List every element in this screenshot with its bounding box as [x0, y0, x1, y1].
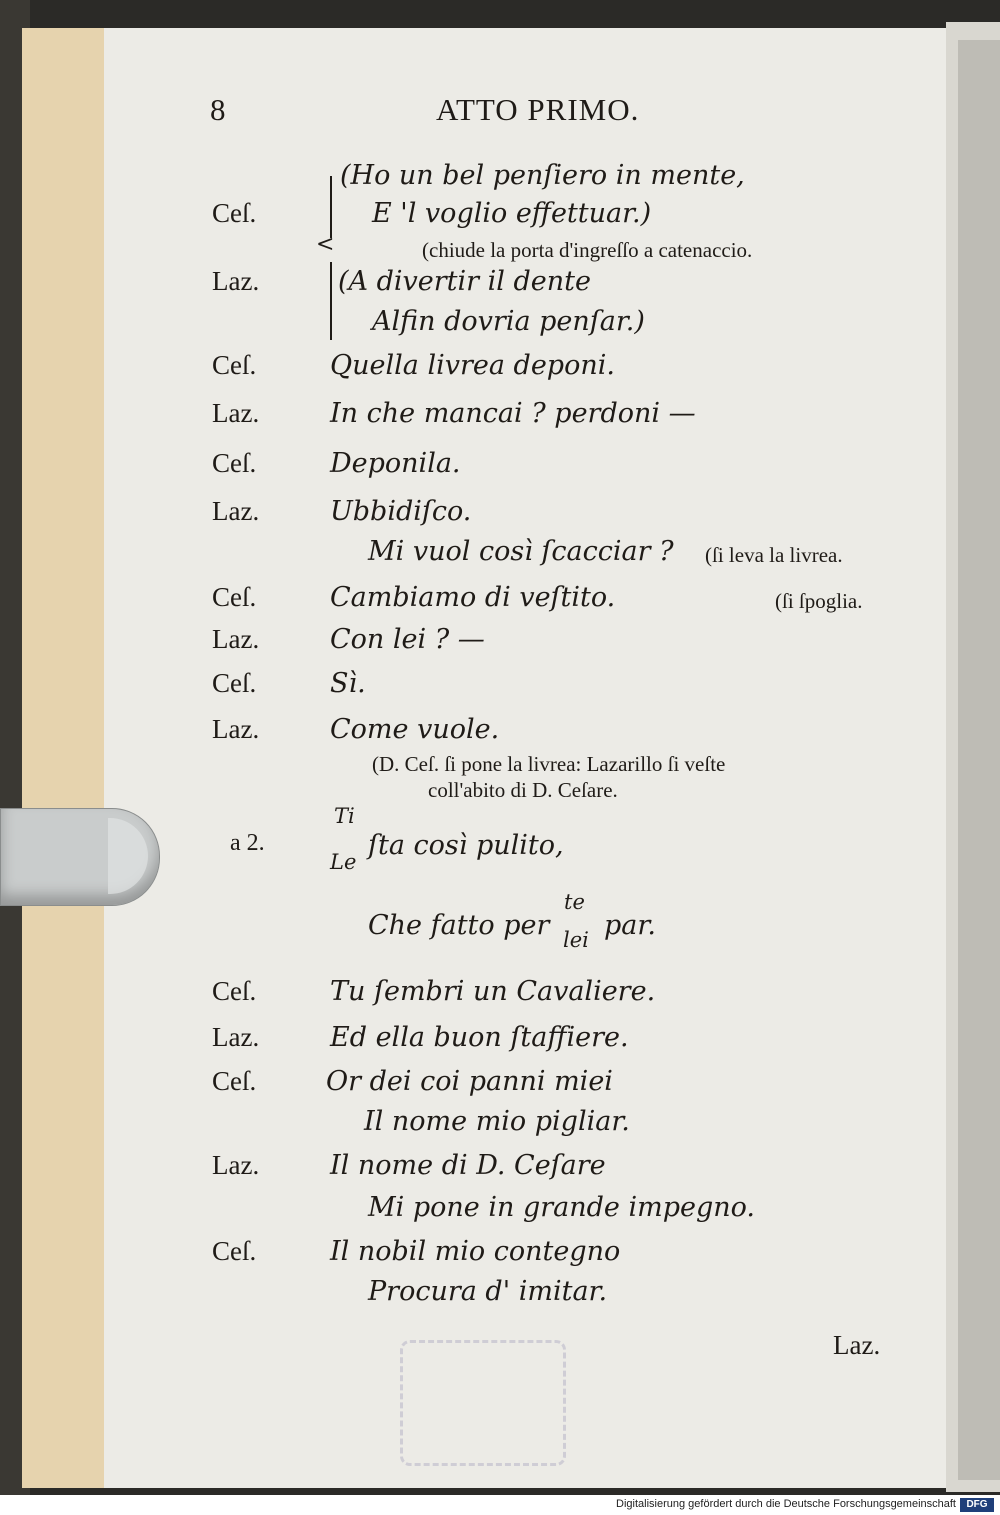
speaker: Laz. [212, 1022, 260, 1052]
stage-direction: (ſi ſpoglia. [775, 589, 863, 613]
verse-line: par. [604, 910, 656, 941]
verse-line: Che fatto per [368, 910, 550, 941]
catchword: Laz. [833, 1330, 881, 1360]
stage-direction: coll'abito di D. Ceſare. [428, 778, 618, 802]
verse-line: Sì. [330, 668, 366, 699]
speaker: Ceſ. [212, 1236, 257, 1266]
verse-line: (Ho un bel penſiero in mente, [340, 160, 745, 191]
verse-line: Cambiamo di veſtito. [330, 582, 616, 613]
verse-line: Deponila. [330, 448, 461, 479]
verse-line: E 'l voglio effettuar.) [372, 198, 652, 229]
speaker: Laz. [212, 266, 260, 296]
dfg-logo: DFG [960, 1498, 994, 1512]
verse-line: Mi pone in grande impegno. [368, 1192, 756, 1223]
speaker: Ceſ. [212, 582, 257, 612]
verse-line: ſta così pulito, [368, 830, 564, 861]
verse-line: Il nome mio pigliar. [364, 1106, 630, 1137]
brace-top [330, 176, 332, 238]
brace-bottom [330, 262, 332, 340]
speaker: Ceſ. [212, 1066, 257, 1096]
verse-line: Con lei ? — [330, 624, 485, 655]
speaker: Ceſ. [212, 198, 257, 228]
speaker: Ceſ. [212, 668, 257, 698]
stage-direction: (ſi leva la livrea. [705, 543, 843, 567]
facing-page-shadow [958, 40, 1000, 1480]
page-edge [22, 28, 111, 1488]
stacked-word: te [564, 890, 585, 914]
footer-bar [0, 1495, 1000, 1515]
verse-line: Mi vuol così ſcacciar ? [368, 536, 674, 567]
brace-point: < [316, 232, 335, 257]
speaker: Laz. [212, 714, 260, 744]
stacked-word: Le [330, 850, 357, 874]
verse-line: Ubbidiſco. [330, 496, 472, 527]
speaker: Ceſ. [212, 350, 257, 380]
stage-direction: (chiude la porta d'ingreſſo a catenaccio. [422, 238, 753, 262]
verse-line: Tu ſembri un Cavaliere. [330, 976, 656, 1007]
speaker: a 2. [230, 830, 265, 856]
verse-line: Il nobil mio contegno [330, 1236, 621, 1267]
verse-line: Come vuole. [330, 714, 500, 745]
verse-line: In che mancai ? perdoni — [330, 398, 696, 429]
library-stamp [400, 1340, 566, 1466]
verse-line: (A divertir il dente [338, 266, 591, 297]
verse-line: Alfin dovria penſar.) [372, 306, 645, 337]
speaker: Ceſ. [212, 448, 257, 478]
stacked-word: Ti [334, 804, 355, 828]
stage-direction: (D. Ceſ. ſi pone la livrea: Lazarillo ſi veſte [372, 752, 726, 776]
footer-credit: Digitalisierung gefördert durch die Deutsche Forschungsgemeinschaft [616, 1498, 956, 1510]
page-number: 8 [210, 92, 227, 127]
verse-line: Il nome di D. Ceſare [330, 1150, 606, 1181]
speaker: Laz. [212, 624, 260, 654]
speaker: Laz. [212, 398, 260, 428]
verse-line: Ed ella buon ſtaffiere. [330, 1022, 629, 1053]
page-title: ATTO PRIMO. [436, 92, 640, 127]
speaker: Laz. [212, 496, 260, 526]
speaker: Ceſ. [212, 976, 257, 1006]
speaker: Laz. [212, 1150, 260, 1180]
verse-line: Procura d' imitar. [368, 1276, 608, 1307]
verse-line: Quella livrea deponi. [330, 350, 615, 381]
stacked-word: lei [563, 928, 589, 952]
verse-line: Or dei coi panni miei [326, 1066, 613, 1097]
